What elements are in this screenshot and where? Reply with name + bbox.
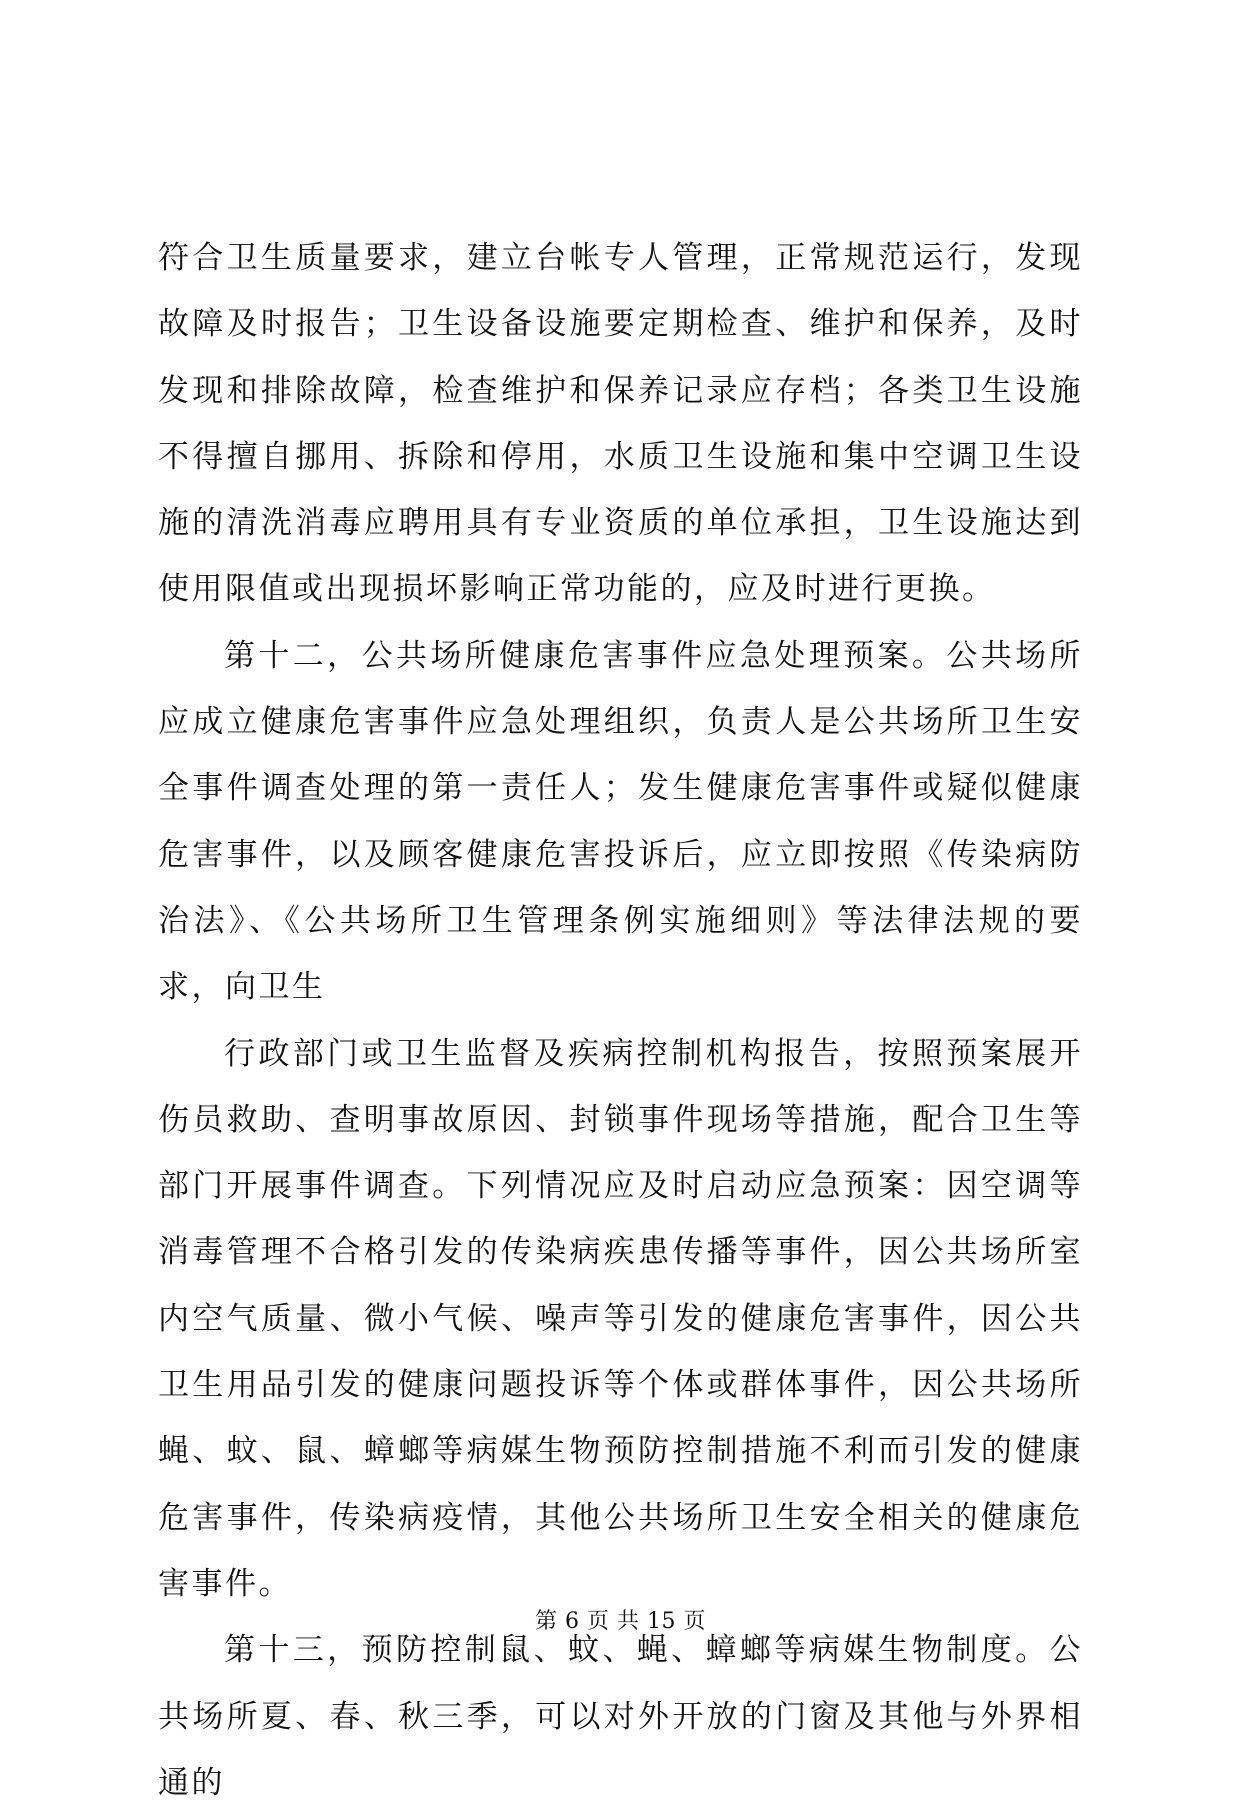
document-body [158,225,1083,1816]
page-number-footer: 第 6 页 共 15 页 [535,1609,706,1634]
paragraph-vector-control: 第十三，预防控制鼠、蚊、蝇、蟑螂等病媒生物制度。公共场所夏、春、秋三季，可以对外开放的门窗及其他与外界相通的 [158,1632,1083,1801]
paragraph-facility-maintenance: 符合卫生质量要求，建立台帐专人管理，正常规范运行，发现故障及时报告；卫生设备设施要定期检查、维护和保养，及时发现和排除故障，检查维护和保养记录应存档；各类卫生设施不得擅自挪用、拆除和停用，水质卫生设施和集中空调卫生设施的清洗消毒应聘用具有专业资质的单位承担，卫生设施达到使用限值或出现损坏影响正常功能的，应及时进行更换。 [158,240,1083,608]
paragraph-emergency-reporting: 行政部门或卫生监督及疾病控制机构报告，按照预案展开伤员救助、查明事故原因、封锁事件现场等措施，配合卫生等部门开展事件调查。下列情况应及时启动应急预案：因空调等消毒管理不合格引发的传染病疾患传播等事件，因公共场所室内空气质量、微小气候、噪声等引发的健康危害事件，因公共卫生用品引发的健康问题投诉等个体或群体事件，因公共场所蝇、蚊、鼠、蟑螂等病媒生物预防控制措施不利而引发的健康危害事件，传染病疫情，其他公共场所卫生安全相关的健康危害事件。 [158,1035,1083,1602]
paragraph-emergency-plan: 第十二，公共场所健康危害事件应急处理预案。公共场所应成立健康危害事件应急处理组织，负责人是公共场所卫生安全事件调查处理的第一责任人；发生健康危害事件或疑似健康危害事件，以及顾客健康危害投诉后，应立即按照《传染病防治法》、《公共场所卫生管理条例实施细则》等法律法规的要求，向卫生 [158,637,1083,1006]
